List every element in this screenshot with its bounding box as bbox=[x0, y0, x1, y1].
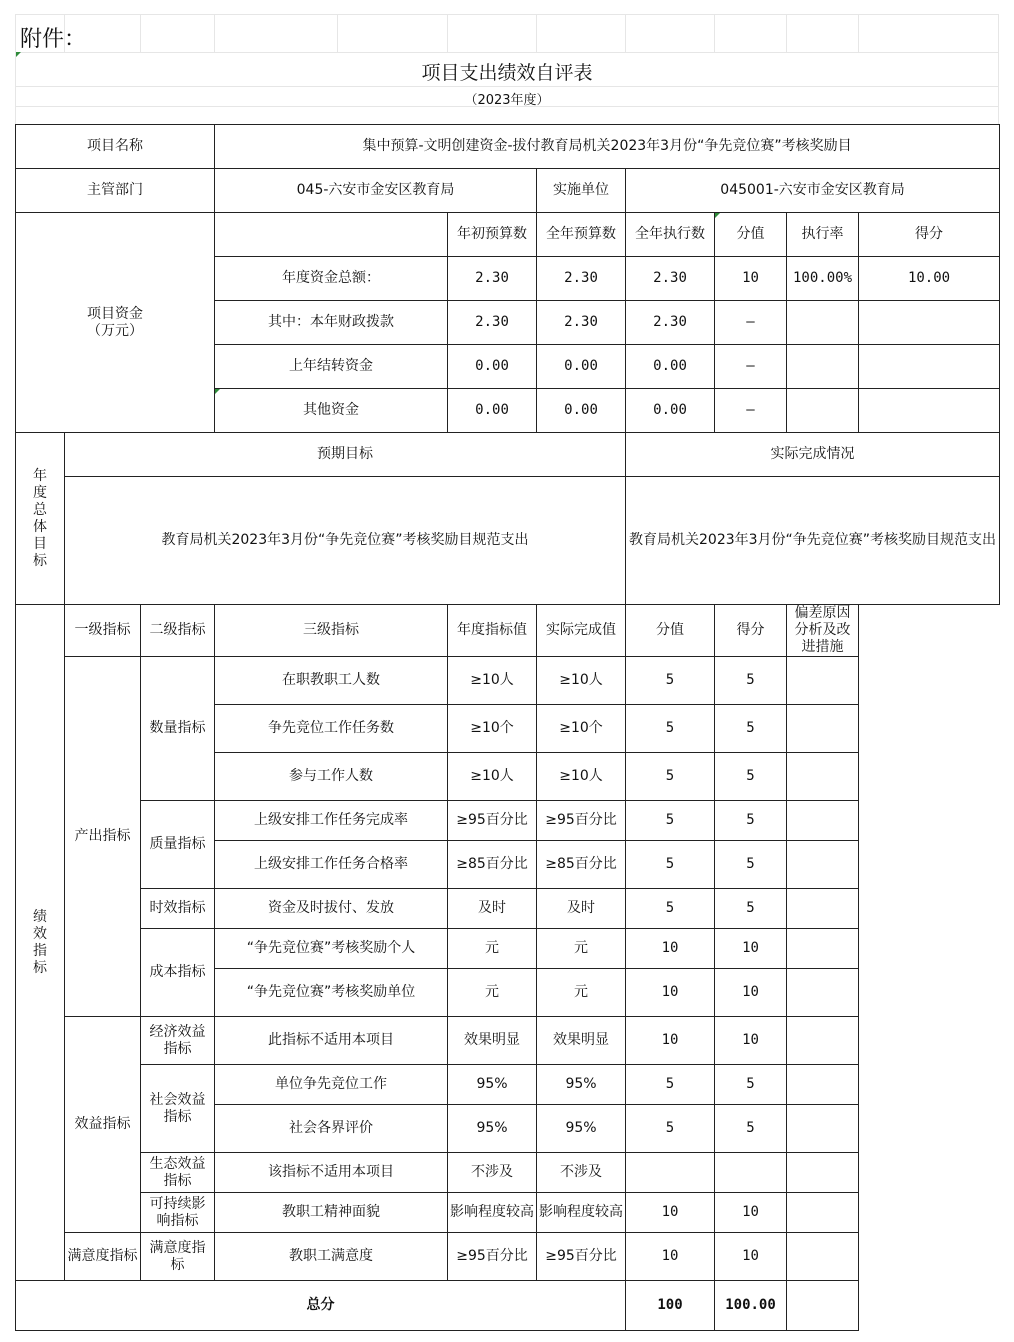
indicator-score-value: 10 bbox=[626, 929, 715, 969]
indicator-name: “争先竞位赛”考核奖励个人 bbox=[215, 929, 448, 969]
indicator-score-value bbox=[626, 1153, 715, 1193]
indicator-analysis bbox=[787, 705, 859, 753]
indicator-name: 上级安排工作任务完成率 bbox=[215, 801, 448, 841]
subgroup-sustainable: 可持续影响指标 bbox=[141, 1193, 215, 1233]
indicator-score: 5 bbox=[715, 841, 787, 889]
indicator-score: 10 bbox=[715, 969, 787, 1017]
funds-label bbox=[16, 213, 215, 433]
funds-row-rate bbox=[787, 345, 859, 389]
indicator-actual: 及时 bbox=[537, 889, 626, 929]
indicator-name: 参与工作人数 bbox=[215, 753, 448, 801]
indicator-row bbox=[16, 929, 1000, 969]
indicator-actual: ≥95百分比 bbox=[537, 1233, 626, 1281]
indicator-row bbox=[16, 1193, 1000, 1233]
indicator-name: 上级安排工作任务合格率 bbox=[215, 841, 448, 889]
funds-row-score bbox=[859, 389, 1000, 433]
indicator-score-value: 10 bbox=[626, 1193, 715, 1233]
goals-expected-text: 教育局机关2023年3月份“争先竞位赛”考核奖励目规范支出 bbox=[65, 477, 626, 605]
header-analysis: 偏差原因分析及改进措施 bbox=[787, 605, 859, 657]
indicator-score-value: 5 bbox=[626, 753, 715, 801]
group-satisfaction: 满意度指标 bbox=[65, 1233, 141, 1281]
funds-row-initial: 0.00 bbox=[448, 389, 537, 433]
project-name-value: 集中预算-文明创建资金-拔付教育局机关2023年3月份“争先竞位赛”考核奖励目 bbox=[215, 125, 1000, 169]
indicator-target: ≥10人 bbox=[448, 657, 537, 705]
department-label: 主管部门 bbox=[16, 169, 215, 213]
subgroup-cost: 成本指标 bbox=[141, 929, 215, 1017]
indicator-target: 元 bbox=[448, 929, 537, 969]
indicator-target: 不涉及 bbox=[448, 1153, 537, 1193]
indicator-actual: 元 bbox=[537, 969, 626, 1017]
indicator-row bbox=[16, 1233, 1000, 1281]
indicator-score-value: 5 bbox=[626, 841, 715, 889]
funds-row-initial: 2.30 bbox=[448, 257, 537, 301]
indicator-name: 此指标不适用本项目 bbox=[215, 1017, 448, 1065]
header-actual: 实际完成值 bbox=[537, 605, 626, 657]
total-score: 100.00 bbox=[715, 1281, 787, 1331]
indicator-row bbox=[16, 657, 1000, 705]
indicator-row bbox=[16, 801, 1000, 841]
header-target: 年度指标值 bbox=[448, 605, 537, 657]
indicator-name: 资金及时拔付、发放 bbox=[215, 889, 448, 929]
funds-header-rate: 执行率 bbox=[787, 213, 859, 257]
subgroup-quantity: 数量指标 bbox=[141, 657, 215, 801]
funds-row-rate: 100.00% bbox=[787, 257, 859, 301]
indicator-actual: 不涉及 bbox=[537, 1153, 626, 1193]
cell-marker-icon bbox=[215, 389, 220, 394]
indicator-actual: ≥10人 bbox=[537, 753, 626, 801]
funds-header-row bbox=[16, 213, 1000, 257]
indicator-score-value: 5 bbox=[626, 657, 715, 705]
indicator-analysis bbox=[787, 929, 859, 969]
indicator-name: 社会各界评价 bbox=[215, 1105, 448, 1153]
indicator-score-value: 5 bbox=[626, 705, 715, 753]
indicator-name: 在职教职工人数 bbox=[215, 657, 448, 705]
cell-marker-icon bbox=[16, 52, 21, 57]
indicator-score: 5 bbox=[715, 801, 787, 841]
indicator-score-value: 5 bbox=[626, 801, 715, 841]
funds-row-annual: 2.30 bbox=[537, 301, 626, 345]
indicator-name: 教职工精神面貌 bbox=[215, 1193, 448, 1233]
indicator-score: 10 bbox=[715, 1017, 787, 1065]
funds-row-executed: 2.30 bbox=[626, 257, 715, 301]
funds-row-score-value: 10 bbox=[715, 257, 787, 301]
indicator-target: 影响程度较高 bbox=[448, 1193, 537, 1233]
indicator-score-value: 10 bbox=[626, 1017, 715, 1065]
project-name-label: 项目名称 bbox=[16, 125, 215, 169]
subgroup-social: 社会效益指标 bbox=[141, 1065, 215, 1153]
subgroup-ecological: 生态效益指标 bbox=[141, 1153, 215, 1193]
funds-row-initial: 2.30 bbox=[448, 301, 537, 345]
indicator-actual: ≥10个 bbox=[537, 705, 626, 753]
heading-area bbox=[15, 14, 999, 124]
funds-header-blank bbox=[215, 213, 448, 257]
total-blank bbox=[787, 1281, 859, 1331]
indicator-target: ≥85百分比 bbox=[448, 841, 537, 889]
funds-row-score-value: — bbox=[715, 301, 787, 345]
funds-row-annual: 2.30 bbox=[537, 257, 626, 301]
evaluation-table bbox=[15, 124, 1000, 1331]
indicator-actual: ≥85百分比 bbox=[537, 841, 626, 889]
indicator-actual: 影响程度较高 bbox=[537, 1193, 626, 1233]
indicator-target: 元 bbox=[448, 969, 537, 1017]
indicator-analysis bbox=[787, 657, 859, 705]
indicator-score-value: 5 bbox=[626, 1065, 715, 1105]
indicator-score: 5 bbox=[715, 705, 787, 753]
header-level2: 二级指标 bbox=[141, 605, 215, 657]
implementing-unit-value: 045001-六安市金安区教育局 bbox=[626, 169, 1000, 213]
total-score-value: 100 bbox=[626, 1281, 715, 1331]
indicator-row bbox=[16, 1065, 1000, 1105]
indicator-name: 争先竞位工作任务数 bbox=[215, 705, 448, 753]
subgroup-economic: 经济效益指标 bbox=[141, 1017, 215, 1065]
indicator-analysis bbox=[787, 1017, 859, 1065]
funds-row-rate bbox=[787, 389, 859, 433]
indicator-analysis bbox=[787, 889, 859, 929]
indicator-row bbox=[16, 889, 1000, 929]
implementing-unit-label: 实施单位 bbox=[537, 169, 626, 213]
indicator-actual: 95% bbox=[537, 1065, 626, 1105]
total-row bbox=[16, 1281, 1000, 1331]
funds-header-score-value: 分值 bbox=[715, 213, 787, 257]
header-level1: 一级指标 bbox=[65, 605, 141, 657]
indicator-score bbox=[715, 1153, 787, 1193]
funds-row-executed: 0.00 bbox=[626, 345, 715, 389]
indicator-name: 单位争先竞位工作 bbox=[215, 1065, 448, 1105]
funds-row-initial: 0.00 bbox=[448, 345, 537, 389]
indicator-target: 及时 bbox=[448, 889, 537, 929]
indicator-target: ≥95百分比 bbox=[448, 1233, 537, 1281]
funds-row-label: 上年结转资金 bbox=[215, 345, 448, 389]
department-value: 045-六安市金安区教育局 bbox=[215, 169, 537, 213]
indicator-target: 95% bbox=[448, 1105, 537, 1153]
indicator-analysis bbox=[787, 969, 859, 1017]
indicator-actual: 元 bbox=[537, 929, 626, 969]
subgroup-quality: 质量指标 bbox=[141, 801, 215, 889]
funds-header-score: 得分 bbox=[859, 213, 1000, 257]
goals-label: 年 度 总 体 目 标 bbox=[16, 433, 65, 605]
funds-row-annual: 0.00 bbox=[537, 345, 626, 389]
indicator-score-value: 5 bbox=[626, 1105, 715, 1153]
indicator-analysis bbox=[787, 1193, 859, 1233]
indicator-target: 95% bbox=[448, 1065, 537, 1105]
indicator-score: 5 bbox=[715, 657, 787, 705]
header-level3: 三级指标 bbox=[215, 605, 448, 657]
funds-row-label: 其他资金 bbox=[215, 389, 448, 433]
funds-row-rate bbox=[787, 301, 859, 345]
indicator-actual: 95% bbox=[537, 1105, 626, 1153]
project-name-row bbox=[16, 125, 1000, 169]
indicator-score: 5 bbox=[715, 753, 787, 801]
funds-label-line2: （万元） bbox=[87, 322, 143, 339]
funds-row-score: 10.00 bbox=[859, 257, 1000, 301]
indicator-target: ≥95百分比 bbox=[448, 801, 537, 841]
header-score-value: 分值 bbox=[626, 605, 715, 657]
funds-row-score-value: — bbox=[715, 389, 787, 433]
indicator-name: 教职工满意度 bbox=[215, 1233, 448, 1281]
page-title: 项目支出绩效自评表 bbox=[421, 62, 593, 84]
funds-label-line1: 项目资金 bbox=[87, 305, 143, 322]
indicator-name: 该指标不适用本项目 bbox=[215, 1153, 448, 1193]
attachment-label: 附件： bbox=[20, 27, 87, 52]
indicator-analysis bbox=[787, 1065, 859, 1105]
indicator-actual: ≥95百分比 bbox=[537, 801, 626, 841]
funds-row-score bbox=[859, 301, 1000, 345]
indicator-score-value: 10 bbox=[626, 969, 715, 1017]
year-label: （2023年度） bbox=[464, 93, 550, 108]
indicator-score: 5 bbox=[715, 1065, 787, 1105]
goals-content-row bbox=[16, 477, 1000, 605]
indicator-target: ≥10个 bbox=[448, 705, 537, 753]
indicator-analysis bbox=[787, 1153, 859, 1193]
funds-header-initial: 年初预算数 bbox=[448, 213, 537, 257]
funds-row-executed: 0.00 bbox=[626, 389, 715, 433]
cell-marker-icon bbox=[715, 213, 720, 218]
indicator-analysis bbox=[787, 1233, 859, 1281]
indicator-analysis bbox=[787, 1105, 859, 1153]
funds-row-executed: 2.30 bbox=[626, 301, 715, 345]
department-row bbox=[16, 169, 1000, 213]
indicator-score: 10 bbox=[715, 1233, 787, 1281]
indicator-actual: 效果明显 bbox=[537, 1017, 626, 1065]
indicator-actual: ≥10人 bbox=[537, 657, 626, 705]
header-score: 得分 bbox=[715, 605, 787, 657]
goals-header-row bbox=[16, 433, 1000, 477]
indicator-target: ≥10人 bbox=[448, 753, 537, 801]
funds-row-score-value: — bbox=[715, 345, 787, 389]
funds-header-executed: 全年执行数 bbox=[626, 213, 715, 257]
performance-label: 绩 效 指 标 bbox=[16, 605, 65, 1281]
total-label: 总分 bbox=[16, 1281, 626, 1331]
goals-actual-header: 实际完成情况 bbox=[626, 433, 1000, 477]
indicator-analysis bbox=[787, 753, 859, 801]
indicator-score-value: 5 bbox=[626, 889, 715, 929]
goals-actual-text: 教育局机关2023年3月份“争先竞位赛”考核奖励目规范支出 bbox=[626, 477, 1000, 605]
funds-row-label: 其中：本年财政拨款 bbox=[215, 301, 448, 345]
group-benefit: 效益指标 bbox=[65, 1017, 141, 1233]
performance-header-row bbox=[16, 605, 1000, 657]
indicator-score: 10 bbox=[715, 929, 787, 969]
indicator-score: 10 bbox=[715, 1193, 787, 1233]
indicator-score: 5 bbox=[715, 889, 787, 929]
indicator-target: 效果明显 bbox=[448, 1017, 537, 1065]
indicator-analysis bbox=[787, 841, 859, 889]
indicator-score: 5 bbox=[715, 1105, 787, 1153]
group-output: 产出指标 bbox=[65, 657, 141, 1017]
indicator-score-value: 10 bbox=[626, 1233, 715, 1281]
funds-row-score bbox=[859, 345, 1000, 389]
funds-row-label: 年度资金总额： bbox=[215, 257, 448, 301]
indicator-row bbox=[16, 1017, 1000, 1065]
subgroup-satisfaction: 满意度指标 bbox=[141, 1233, 215, 1281]
indicator-row bbox=[16, 1153, 1000, 1193]
subgroup-timeliness: 时效指标 bbox=[141, 889, 215, 929]
indicator-name: “争先竞位赛”考核奖励单位 bbox=[215, 969, 448, 1017]
goals-expected-header: 预期目标 bbox=[65, 433, 626, 477]
funds-row-annual: 0.00 bbox=[537, 389, 626, 433]
funds-header-annual: 全年预算数 bbox=[537, 213, 626, 257]
indicator-analysis bbox=[787, 801, 859, 841]
